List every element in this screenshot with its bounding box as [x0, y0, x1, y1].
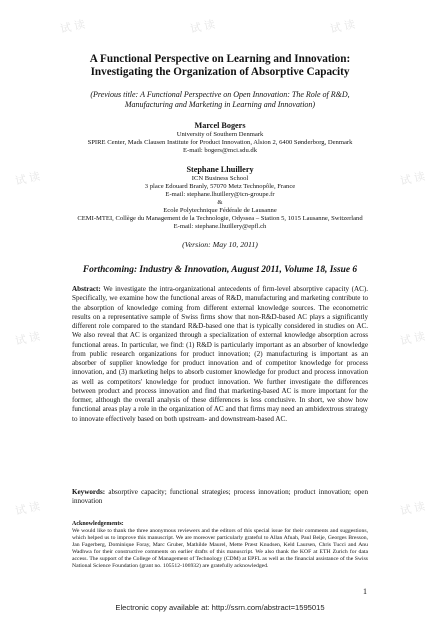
ssrn-footer: Electronic copy available at: http://ssrn.com/abstract=1595015 — [115, 603, 325, 612]
author-1-block — [20, 121, 420, 155]
watermark: 试读 — [14, 499, 45, 518]
abstract — [72, 285, 368, 424]
watermark: 试读 — [399, 169, 430, 188]
acknowledgements-heading: Acknowledgements: — [72, 521, 124, 527]
abstract-label: Abstract: — [72, 285, 101, 293]
watermark: 试读 — [329, 17, 360, 36]
author-2-affiliation-3: Ecole Polytechnique Fédérale de Lausanne — [163, 207, 277, 214]
title-line-1: A Functional Perspective on Learning and Innovation: — [89, 53, 351, 65]
version-date: (Version: May 10, 2011) — [182, 240, 258, 249]
previous-title-line-1: (Previous title: A Functional Perspective on Open Innovation: The Role of R&D, — [90, 90, 350, 99]
page-number: 1 — [363, 587, 367, 596]
abstract-text: We investigate the intra-organizational antecedents of firm-level absorptive capacity (AC). Specifically, we examine how the functional areas of R&D, manufacturing and marketing contribute to the absorption of knowledge coming from different external knowledge sources. The econometric results on a representative sample of Swiss firms show that non-R&D-based AC plays a significantly different role compared to the standard R&D-based one that is typically considered in studies on AC. We also reveal that AC is organized through a specialization of external knowledge absorption across functional areas. In particular, we find: (1) R&D is particularly important as an absorber of knowledge from public research organizations for product innovation; (2) manufacturing is important as an absorber of supplier knowledge for product innovation and of competitor knowledge for process innovation, and (3) marketing helps to absorb customer knowledge for product and process innovation as well as competitors' knowledge for product innovation. We further investigate the differences between product and process innovation and find that marketing-based AC is more important for the former, although the overall analysis of these differences is less conclusive. In short, we show how functional areas play a role in the organization of AC and that firms may need an ambidextrous strategy to innovate effectively based on both upstream- and downstream-based AC. — [72, 285, 369, 423]
keywords — [72, 488, 368, 507]
author-1-affiliation-1: University of Southern Denmark — [176, 131, 264, 138]
title-line-2: Investigating the Organization of Absorptive Capacity — [90, 66, 350, 78]
ampersand: & — [217, 199, 223, 206]
keywords-label: Keywords: — [72, 488, 106, 496]
keywords-text: absorptive capacity; functional strategies; process innovation; product innovation; open innovation — [72, 488, 369, 506]
forthcoming-note: Forthcoming: Industry & Innovation, August 2011, Volume 18, Issue 6 — [82, 265, 358, 275]
watermark: 试读 — [399, 329, 430, 348]
acknowledgements — [72, 521, 368, 570]
watermark: 试读 — [399, 499, 430, 518]
author-2-affiliation-4: CEMI-MTEI, Collège du Management de la Technologie, Odyssea – Station 5, 1015 Lausanne, Switzerland — [77, 215, 363, 222]
author-2-affiliation-1: ICN Business School — [191, 175, 249, 182]
author-1-email: E-mail: bogers@mci.sdu.dk — [182, 147, 257, 154]
watermark: 试读 — [189, 17, 220, 36]
author-2-email-2: E-mail: stephane.lhuillery@epfl.ch — [173, 223, 267, 230]
author-2-name: Stephane Lhuillery — [186, 165, 254, 174]
watermark: 试读 — [14, 329, 45, 348]
watermark: 试读 — [14, 169, 45, 188]
author-2-affiliation-2: 3 place Edouard Branly, 57070 Metz Technopôle, France — [144, 183, 296, 190]
previous-title — [48, 90, 392, 110]
watermark: 试读 — [59, 17, 90, 36]
author-1-affiliation-2: SPIRE Center, Mads Clausen Institute for Product Innovation, Alsion 2, 6400 Sønderborg, Denmark — [87, 139, 353, 146]
author-2-block — [20, 165, 420, 231]
acknowledgements-text: We would like to thank the three anonymous reviewers and the editors of this special issue for their comments and suggestions, which helped us to improve this manuscript. We are moreover particularly grateful to Allan Afuah, Paul Beije, Georges Bresson, Jan Fagerberg, Dominique Foray, Marc Gruber, Mathilde Maurel, Mette Præst Knudsen, Keld Laursen, Chris Tucci and Anu Wadhwa for their constructive comments on earlier drafts of this manuscript. We also thank the KOF at ETH Zurich for data access. The support of the College of Management of Technology (CDM) at EPFL as well as the financial assistance of the Swiss National Science Foundation (grant no. 105512-106932) are gratefully acknowledged. — [72, 528, 368, 570]
paper-title — [40, 53, 400, 79]
author-2-email-1: E-mail: stephane.lhuillery@icn-groupe.fr — [165, 191, 275, 198]
previous-title-line-2: Manufacturing and Marketing in Learning and Innovation) — [124, 100, 316, 109]
author-1-name: Marcel Bogers — [194, 121, 246, 130]
